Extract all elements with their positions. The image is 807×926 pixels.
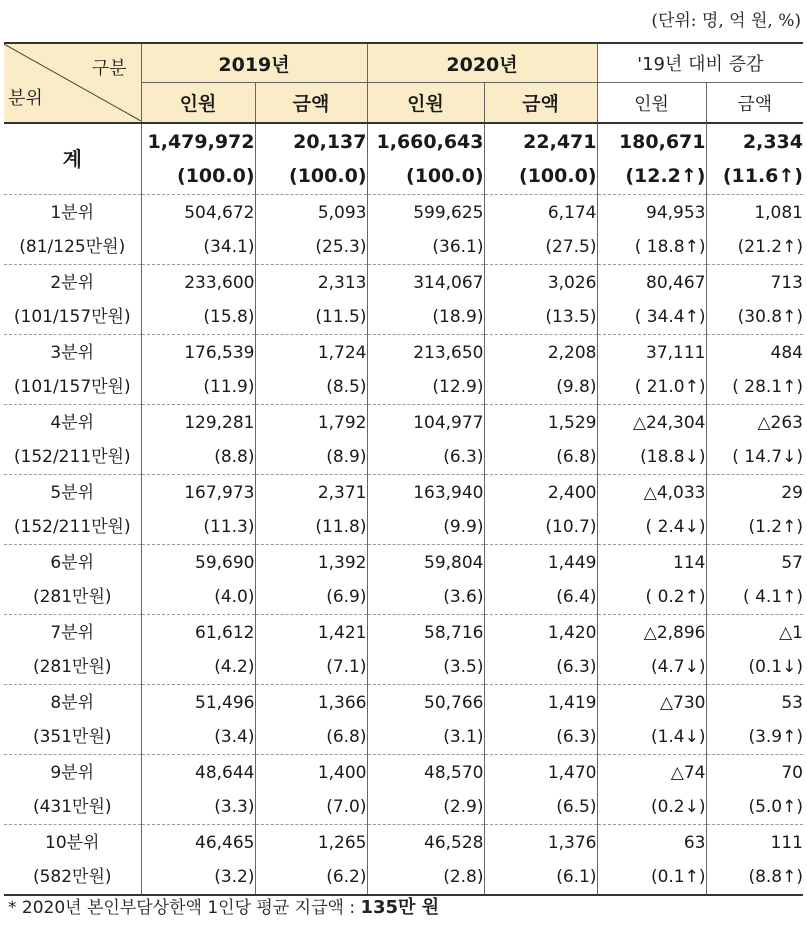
amount-2019-header: 금액 [255, 83, 367, 124]
amount-2019-share: (6.8) [326, 726, 367, 747]
amount-change-value: 713 [770, 272, 803, 293]
people-2019-cell [141, 405, 255, 475]
decile-label: 4분위 [50, 412, 95, 433]
people-2020-share: (6.3) [443, 446, 484, 467]
decile-label-cell [4, 475, 141, 545]
people-2020-value: 599,625 [413, 202, 484, 223]
people-change-share: ( 34.4↑) [634, 306, 706, 327]
people-2020-cell [367, 265, 484, 335]
amount-2019-cell [255, 195, 367, 265]
people-2020-share: (12.9) [432, 376, 484, 397]
people-2019-value: 167,973 [184, 482, 255, 503]
corner-bottom-label: 분위 [8, 88, 43, 109]
people-change-value: 80,467 [646, 272, 706, 293]
people-change-share: (18.8↓) [640, 446, 706, 467]
amount-change-value: 70 [781, 762, 803, 783]
people-2019-share: (4.0) [214, 586, 255, 607]
people-change-share: ( 21.0↑) [634, 376, 706, 397]
people-2020-share: (3.6) [443, 586, 484, 607]
amount-2020-header: 금액 [484, 83, 597, 124]
amount-change-value: 53 [781, 692, 803, 713]
people-2019-cell [141, 825, 255, 896]
people-2019-value: 233,600 [184, 272, 255, 293]
decile-label: 10분위 [45, 832, 100, 853]
amount-2020-share: (6.8) [556, 446, 597, 467]
amount-2020-value: 2,400 [547, 482, 597, 503]
amount-2020-share: (6.4) [556, 586, 597, 607]
table-row [4, 335, 803, 405]
amount-2020-share: (13.5) [545, 306, 597, 327]
amount-2019-share: (11.5) [315, 306, 367, 327]
people-2019-cell [141, 195, 255, 265]
people-2019-value: 51,496 [195, 692, 255, 713]
decile-threshold: (101/157만원) [13, 306, 131, 327]
amount-2019-share: (8.9) [326, 446, 367, 467]
people-change-value: 114 [673, 552, 706, 573]
amount-2019-cell [255, 615, 367, 685]
amount-change-share: (0.1↓) [748, 656, 803, 677]
decile-label: 7분위 [50, 622, 95, 643]
people-2019-cell [141, 755, 255, 825]
amount-2019-value: 1,724 [317, 342, 367, 363]
total-label: 계 [4, 123, 141, 195]
decile-label-cell [4, 195, 141, 265]
amount-2020-value: 1,449 [547, 552, 597, 573]
people-change-value: 63 [683, 832, 706, 853]
people-change-cell [597, 545, 706, 615]
amount-change-share: ( 28.1↑) [732, 376, 803, 397]
decile-threshold: (281만원) [32, 586, 112, 607]
people-change-header: 인원 [597, 83, 706, 124]
people-change-value: 37,111 [646, 342, 706, 363]
people-2019-cell [141, 685, 255, 755]
total-amount-change: 2,334 (11.6↑) [706, 123, 803, 195]
amount-change-share: (21.2↑) [737, 236, 803, 257]
amount-change-cell [706, 195, 803, 265]
amount-2019-share: (7.0) [326, 796, 367, 817]
decile-label: 9분위 [50, 762, 95, 783]
data-table [4, 42, 803, 896]
decile-label-cell [4, 755, 141, 825]
amount-2020-share: (6.3) [556, 726, 597, 747]
table-row [4, 755, 803, 825]
amount-2020-cell [484, 545, 597, 615]
amount-2019-cell [255, 545, 367, 615]
people-2019-share: (3.2) [214, 866, 255, 887]
people-change-value: △730 [659, 692, 706, 713]
amount-change-cell [706, 755, 803, 825]
people-2019-share: (34.1) [203, 236, 255, 257]
amount-2020-share: (9.8) [556, 376, 597, 397]
people-2020-value: 314,067 [413, 272, 484, 293]
amount-change-cell [706, 265, 803, 335]
total-people-2020: 1,660,643 (100.0) [367, 123, 484, 195]
amount-change-share: (1.2↑) [748, 516, 803, 537]
decile-label-cell [4, 615, 141, 685]
amount-2020-cell [484, 405, 597, 475]
people-change-value: △74 [670, 762, 706, 783]
people-2020-value: 104,977 [413, 412, 484, 433]
people-2020-cell [367, 545, 484, 615]
decile-label-cell [4, 685, 141, 755]
people-2020-value: 48,570 [424, 762, 484, 783]
people-2019-value: 129,281 [184, 412, 255, 433]
people-2020-cell [367, 755, 484, 825]
decile-threshold: (81/125만원) [19, 236, 126, 257]
people-change-share: ( 0.2↑) [645, 586, 706, 607]
people-2019-value: 61,612 [195, 622, 255, 643]
people-2019-share: (8.8) [214, 446, 255, 467]
amount-2019-cell [255, 825, 367, 896]
amount-2020-share: (6.1) [556, 866, 597, 887]
corner-top-label: 구분 [91, 58, 127, 79]
people-2020-value: 163,940 [413, 482, 484, 503]
amount-change-cell [706, 615, 803, 685]
decile-label: 3분위 [50, 342, 95, 363]
people-change-value: 94,953 [646, 202, 706, 223]
amount-change-value: △263 [757, 412, 803, 433]
amount-2020-value: 1,420 [547, 622, 597, 643]
amount-2020-share: (6.5) [556, 796, 597, 817]
amount-2020-cell [484, 825, 597, 896]
table-row [4, 685, 803, 755]
amount-2019-value: 2,371 [317, 482, 367, 503]
people-2020-header: 인원 [367, 83, 484, 124]
amount-2019-value: 1,265 [317, 832, 367, 853]
total-amount-2020: 22,471 (100.0) [484, 123, 597, 195]
amount-2019-value: 1,366 [317, 692, 367, 713]
people-2020-share: (3.1) [443, 726, 484, 747]
people-2020-share: (2.9) [443, 796, 484, 817]
people-change-share: (0.1↑) [650, 866, 706, 887]
people-2020-value: 213,650 [413, 342, 484, 363]
table-row [4, 195, 803, 265]
people-2019-share: (4.2) [214, 656, 255, 677]
amount-2019-share: (25.3) [315, 236, 367, 257]
people-2020-cell [367, 335, 484, 405]
table-row [4, 475, 803, 545]
people-2019-cell [141, 615, 255, 685]
people-2020-value: 50,766 [424, 692, 484, 713]
people-2019-value: 504,672 [184, 202, 255, 223]
people-2020-cell [367, 825, 484, 896]
amount-2020-share: (10.7) [545, 516, 597, 537]
amount-change-cell [706, 545, 803, 615]
decile-label-cell [4, 405, 141, 475]
people-change-value: △4,033 [643, 482, 706, 503]
amount-change-value: △1 [779, 622, 803, 643]
amount-2019-share: (6.9) [326, 586, 367, 607]
decile-label: 1분위 [50, 202, 95, 223]
amount-2020-value: 1,529 [547, 412, 597, 433]
amount-2020-cell [484, 615, 597, 685]
decile-threshold: (431만원) [32, 796, 112, 817]
amount-2019-value: 1,400 [317, 762, 367, 783]
table-row [4, 615, 803, 685]
amount-2019-value: 5,093 [317, 202, 367, 223]
people-2019-value: 176,539 [184, 342, 255, 363]
table-row [4, 545, 803, 615]
total-people-change: 180,671 (12.2↑) [597, 123, 706, 195]
amount-2020-cell [484, 335, 597, 405]
decile-label-cell [4, 265, 141, 335]
amount-change-cell [706, 335, 803, 405]
people-change-share: (1.4↓) [650, 726, 706, 747]
year-2019-header: 2019년 [141, 43, 367, 83]
amount-2019-value: 1,421 [317, 622, 367, 643]
people-2020-share: (18.9) [432, 306, 484, 327]
people-2020-share: (36.1) [432, 236, 484, 257]
corner-header [4, 43, 141, 123]
decile-threshold: (101/157만원) [13, 376, 131, 397]
amount-2019-value: 2,313 [317, 272, 367, 293]
amount-2019-value: 1,792 [317, 412, 367, 433]
amount-2020-value: 2,208 [547, 342, 597, 363]
people-2019-share: (11.9) [203, 376, 255, 397]
people-2019-share: (3.3) [214, 796, 255, 817]
amount-2019-share: (11.8) [315, 516, 367, 537]
amount-change-share: ( 14.7↓) [732, 446, 803, 467]
people-change-cell [597, 685, 706, 755]
people-change-cell [597, 475, 706, 545]
amount-change-value: 29 [781, 482, 803, 503]
people-2020-share: (9.9) [443, 516, 484, 537]
amount-change-value: 111 [770, 832, 803, 853]
amount-change-share: (30.8↑) [737, 306, 803, 327]
people-change-share: (4.7↓) [650, 656, 706, 677]
decile-threshold: (582만원) [32, 866, 112, 887]
total-people-2019: 1,479,972 (100.0) [141, 123, 255, 195]
people-2020-share: (3.5) [443, 656, 484, 677]
people-2020-value: 58,716 [424, 622, 484, 643]
amount-2019-share: (6.2) [326, 866, 367, 887]
amount-change-cell [706, 475, 803, 545]
amount-2019-cell [255, 685, 367, 755]
people-change-cell [597, 405, 706, 475]
amount-2019-cell [255, 335, 367, 405]
amount-2020-cell [484, 755, 597, 825]
people-change-cell [597, 755, 706, 825]
people-change-share: ( 2.4↓) [645, 516, 706, 537]
people-2019-value: 48,644 [195, 762, 255, 783]
people-2019-header: 인원 [141, 83, 255, 124]
amount-2019-cell [255, 405, 367, 475]
people-2020-value: 59,804 [424, 552, 484, 573]
amount-2020-value: 3,026 [547, 272, 597, 293]
year-2020-header: 2020년 [367, 43, 597, 83]
people-2019-share: (15.8) [203, 306, 255, 327]
amount-2019-share: (8.5) [326, 376, 367, 397]
people-change-share: ( 18.8↑) [634, 236, 706, 257]
people-change-cell [597, 615, 706, 685]
people-2020-cell [367, 615, 484, 685]
amount-change-share: (5.0↑) [748, 796, 803, 817]
amount-2020-cell [484, 195, 597, 265]
amount-2019-value: 1,392 [317, 552, 367, 573]
decile-threshold: (152/211만원) [13, 516, 131, 537]
people-2019-share: (11.3) [203, 516, 255, 537]
amount-2020-cell [484, 265, 597, 335]
amount-2020-value: 1,470 [547, 762, 597, 783]
amount-2020-share: (27.5) [545, 236, 597, 257]
amount-2019-cell [255, 475, 367, 545]
decile-label-cell [4, 335, 141, 405]
decile-threshold: (152/211만원) [13, 446, 131, 467]
amount-2020-value: 6,174 [547, 202, 597, 223]
decile-label-cell [4, 825, 141, 896]
amount-2020-cell [484, 685, 597, 755]
people-2019-cell [141, 475, 255, 545]
decile-label: 5분위 [50, 482, 95, 503]
people-change-cell [597, 265, 706, 335]
header-row-years [4, 43, 803, 83]
people-change-cell [597, 335, 706, 405]
people-change-value: △24,304 [632, 412, 706, 433]
people-change-cell [597, 825, 706, 896]
footnote-text: * 2020년 본인부담상한액 1인당 평균 지급액 : [8, 898, 361, 918]
amount-change-cell [706, 825, 803, 896]
amount-2020-value: 1,376 [547, 832, 597, 853]
table-row [4, 265, 803, 335]
amount-2020-value: 1,419 [547, 692, 597, 713]
decile-threshold: (281만원) [32, 656, 112, 677]
decile-threshold: (351만원) [32, 726, 112, 747]
total-row [4, 123, 803, 195]
table-row [4, 405, 803, 475]
amount-2020-share: (6.3) [556, 656, 597, 677]
people-2019-cell [141, 545, 255, 615]
amount-change-cell [706, 685, 803, 755]
amount-change-header: 금액 [706, 83, 803, 124]
amount-change-share: (8.8↑) [748, 866, 803, 887]
people-2019-value: 59,690 [195, 552, 255, 573]
amount-change-share: ( 4.1↑) [743, 586, 803, 607]
amount-change-value: 1,081 [754, 202, 803, 223]
people-change-share: (0.2↓) [650, 796, 706, 817]
people-2019-value: 46,465 [195, 832, 255, 853]
people-2019-cell [141, 335, 255, 405]
change-header: '19년 대비 증감 [597, 43, 803, 83]
footnote [8, 893, 439, 919]
amount-2019-cell [255, 755, 367, 825]
amount-change-share: (3.9↑) [748, 726, 803, 747]
people-2020-cell [367, 685, 484, 755]
decile-label: 8분위 [50, 692, 95, 713]
people-2020-cell [367, 475, 484, 545]
amount-change-value: 484 [770, 342, 803, 363]
amount-2020-cell [484, 475, 597, 545]
people-2020-share: (2.8) [443, 866, 484, 887]
people-2020-cell [367, 195, 484, 265]
people-2019-cell [141, 265, 255, 335]
amount-2019-share: (7.1) [326, 656, 367, 677]
total-amount-2019: 20,137 (100.0) [255, 123, 367, 195]
people-change-value: △2,896 [643, 622, 706, 643]
amount-change-cell [706, 405, 803, 475]
amount-2019-cell [255, 265, 367, 335]
footnote-value: 135만 원 [360, 897, 440, 918]
table-row [4, 825, 803, 896]
people-change-cell [597, 195, 706, 265]
people-2019-share: (3.4) [214, 726, 255, 747]
amount-change-value: 57 [781, 552, 803, 573]
decile-label: 6분위 [50, 552, 95, 573]
people-2020-value: 46,528 [424, 832, 484, 853]
unit-note: (단위: 명, 억 원, %) [651, 11, 801, 31]
decile-label-cell [4, 545, 141, 615]
decile-label: 2분위 [50, 272, 95, 293]
people-2020-cell [367, 405, 484, 475]
